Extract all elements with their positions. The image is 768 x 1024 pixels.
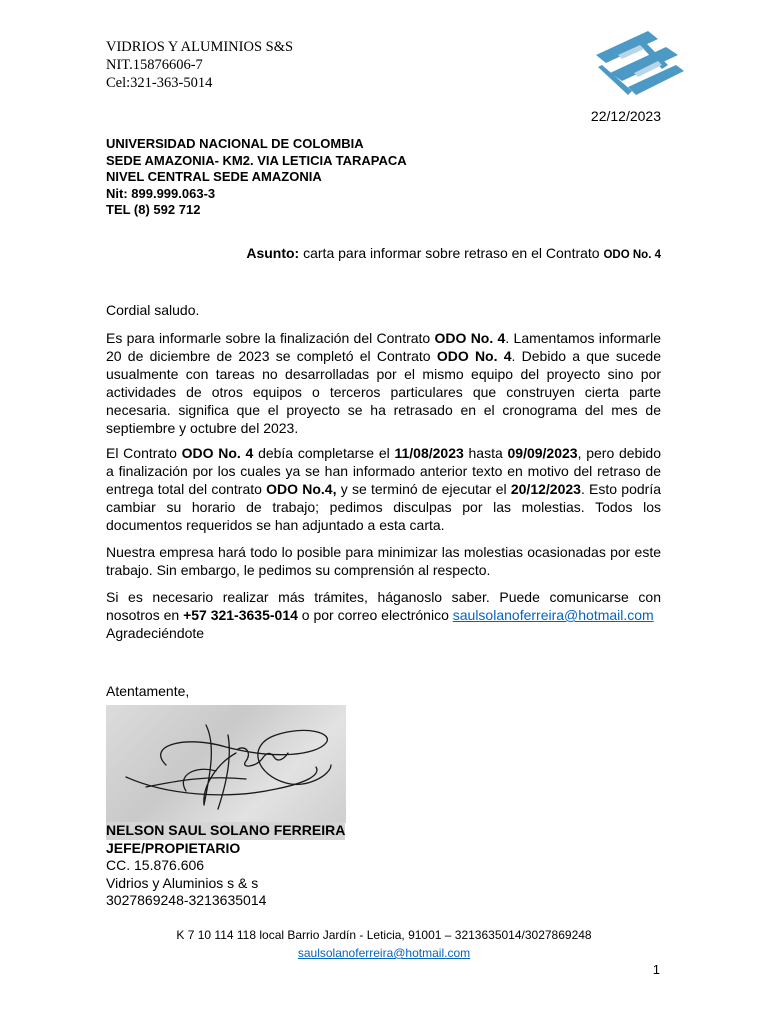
recipient-line: UNIVERSIDAD NACIONAL DE COLOMBIA (106, 136, 364, 151)
text-span: . Lamentamos informarle 20 de diciembre de 2023 se completó el Contrato (106, 330, 661, 364)
recipient-block (106, 136, 407, 219)
company-name: VIDRIOS Y ALUMINIOS S&S (106, 39, 294, 55)
signer-block (106, 822, 345, 910)
subject-text: carta para informar sobre retraso en el Contrato (299, 245, 604, 261)
company-cel: Cel:321-363-5014 (106, 75, 213, 91)
text-span: o por correo electrónico (297, 607, 453, 623)
signer-cc: CC. 15.876.606 (106, 857, 205, 873)
signer-phones: 3027869248-3213635014 (106, 892, 267, 908)
contract-ref: ODO No. 4 (434, 330, 506, 346)
recipient-line: SEDE AMAZONIA- KM2. VIA LETICIA TARAPACA (106, 152, 407, 168)
company-logo-icon (588, 25, 688, 103)
paragraph-1 (106, 329, 661, 437)
thanks-text: Agradeciéndote (106, 625, 205, 641)
text-span: . Debido a que sucede usualmente con tareas no desarrolladas por el mismo equipo del proyecto sino por actividades de otros equipos o terceros particulares que construyen cierta parte necesaria. significa que el proyecto se ha retrasado en el cronograma del mes de septiembre y octubre del 2023. (106, 348, 662, 436)
contract-ref: ODO No. 4 (436, 348, 512, 364)
contract-ref: ODO No.4, (266, 481, 337, 497)
text-span: El Contrato (106, 445, 182, 461)
paragraph-3: Nuestra empresa hará todo lo posible para minimizar las molestias ocasionadas por este trabajo. Sin embargo, le pedimos su comprensión al respecto. (106, 544, 661, 578)
date-ref: 20/12/2023 (510, 481, 581, 497)
signer-title: JEFE/PROPIETARIO (106, 839, 241, 856)
subject-line (246, 245, 661, 261)
text-span: y se terminó de ejecutar el (336, 481, 511, 497)
signature-image (106, 705, 346, 823)
date-ref: 09/09/2023 (507, 445, 578, 461)
subject-label: Asunto: (246, 245, 300, 261)
greeting: Cordial saludo. (106, 302, 200, 318)
text-span: Es para informarle sobre la finalización del Contrato (106, 330, 435, 346)
recipient-line: Nit: 899.999.063-3 (106, 185, 216, 201)
signer-company: Vidrios y Aluminios s & s (106, 874, 259, 891)
paragraph-4 (106, 588, 661, 642)
company-header (106, 38, 293, 92)
text-span: debía completarse el (253, 445, 395, 461)
footer-address: K 7 10 114 118 local Barrio Jardín - Leticia, 91001 – 3213635014/3027869248 (176, 928, 592, 942)
page-number: 1 (652, 962, 660, 977)
page-footer (0, 926, 768, 962)
text-span: , pero debido a finalización por los cuales ya se han informado anterior texto en motivo del retraso de entrega total del contrato (106, 445, 662, 497)
email-link[interactable]: saulsolanoferreira@hotmail.com (452, 607, 654, 623)
closing: Atentamente, (106, 683, 190, 699)
letter-date: 22/12/2023 (590, 108, 661, 124)
subject-ref: ODO No. 4 (603, 249, 661, 261)
recipient-line: NIVEL CENTRAL SEDE AMAZONIA (106, 169, 322, 184)
text-span: . Esto podría cambiar su horario de trabajo; pedimos disculpas por las molestias. Todos los documentos requeridos se han adjuntado a esta carta. (106, 481, 661, 533)
date-ref: 11/08/2023 (394, 445, 464, 461)
footer-email-link[interactable]: saulsolanoferreira@hotmail.com (297, 946, 471, 960)
company-nit: NIT.15876606-7 (106, 57, 203, 73)
recipient-line: TEL (8) 592 712 (106, 202, 201, 217)
signer-name: NELSON SAUL SOLANO FERREIRA (106, 822, 346, 838)
phone-number: +57 321-3635-014 (183, 607, 298, 623)
paragraph-2 (106, 444, 661, 534)
text-span: hasta (463, 445, 508, 461)
text-span: Si es necesario realizar más trámites, háganoslo saber. Puede comunicarse con nosotros en (106, 589, 661, 623)
contract-ref: ODO No. 4 (181, 445, 254, 461)
